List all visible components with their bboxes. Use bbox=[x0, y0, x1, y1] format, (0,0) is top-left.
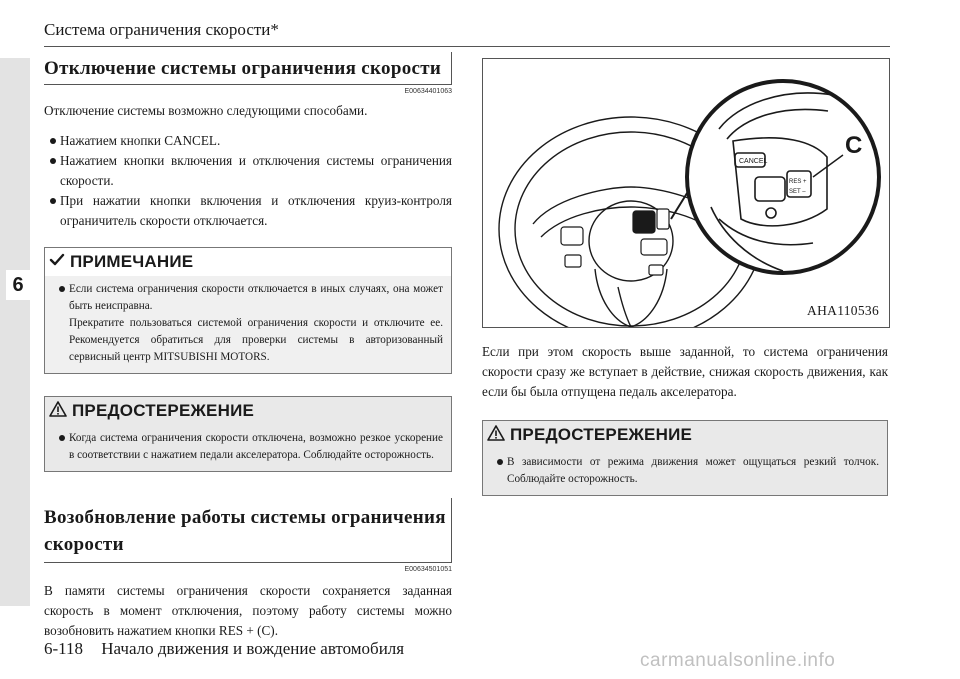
section-title-disable: Отключение системы ограничения скорости bbox=[44, 52, 452, 85]
disable-methods-list bbox=[44, 131, 452, 231]
section-code-disable: E00634401063 bbox=[404, 88, 452, 95]
intro-text: Отключение системы возможно следующими способами. bbox=[44, 103, 368, 118]
set-button-label: SET – bbox=[789, 189, 806, 195]
caution-header-left bbox=[45, 397, 451, 425]
watermark: carmanualsonline.info bbox=[640, 650, 836, 671]
list-item: При нажатии кнопки включения и отключения круиз-контроля ограничитель скорости отключается. bbox=[44, 191, 452, 231]
section-title-resume: Возобновление работы системы ограничения скорости bbox=[44, 498, 452, 563]
list-item: Нажатием кнопки CANCEL. bbox=[44, 131, 452, 151]
check-icon bbox=[49, 252, 65, 273]
header-divider bbox=[44, 46, 890, 47]
note-box bbox=[44, 247, 452, 374]
figure-code: AHA110536 bbox=[807, 303, 879, 318]
note-title: ПРИМЕЧАНИЕ bbox=[70, 252, 194, 271]
caution-box-right bbox=[482, 420, 888, 496]
caution-bullet-right: В зависимости от режима движения может ощущаться резкий толчок. Соблюдайте осторожность. bbox=[491, 454, 879, 488]
section-code-resume: E00634501051 bbox=[404, 566, 452, 573]
page-header-title: Система ограничения скорости* bbox=[44, 20, 279, 39]
resume-text: В памяти системы ограничения скорости сохраняется заданная скорость в момент отключения, поэтому работу системы можно возобновить нажатием кнопки RES + (C). bbox=[44, 583, 452, 638]
caution-title-right: ПРЕДОСТЕРЕЖЕНИЕ bbox=[510, 425, 693, 444]
footer-chapter-title: Начало движения и вождение автомобиля bbox=[101, 639, 405, 658]
caution-bullet-left: Когда система ограничения скорости отключена, возможно резкое ускорение в соответствии с нажатием педали акселератора. Соблюдайте осторожность. bbox=[53, 430, 443, 464]
chapter-tab: 6 bbox=[6, 270, 30, 300]
note-continuation: Прекратите пользоваться системой ограничения скорости и отключите ее. Рекомендуется обратиться для проверки системы в авторизованный сервисный центр MITSUBISHI MOTORS. bbox=[69, 317, 443, 363]
steering-wheel-figure bbox=[482, 58, 890, 328]
chapter-sidebar bbox=[0, 58, 30, 606]
list-item: Нажатием кнопки включения и отключения системы ограничения скорости. bbox=[44, 151, 452, 191]
left-column bbox=[44, 52, 452, 641]
cancel-button-label: CANCEL bbox=[739, 158, 768, 165]
note-body bbox=[45, 276, 451, 373]
caution-header-right bbox=[483, 421, 887, 449]
steering-wheel-illustration bbox=[483, 59, 889, 327]
page-footer bbox=[44, 639, 404, 659]
warning-triangle-icon bbox=[487, 425, 505, 446]
caution-body-left bbox=[45, 425, 451, 471]
caution-box-left bbox=[44, 396, 452, 472]
callout-c-label: C bbox=[845, 132, 863, 159]
note-header bbox=[45, 248, 451, 276]
right-column bbox=[482, 58, 888, 496]
caution-title-left: ПРЕДОСТЕРЕЖЕНИЕ bbox=[72, 401, 255, 420]
res-button-label: RES + bbox=[789, 179, 807, 185]
warning-triangle-icon bbox=[49, 401, 67, 422]
speed-text: Если при этом скорость выше заданной, то система ограничения скорости сразу же вступает в действие, снижая скорость движения, как если бы была отпущена педаль акселератора. bbox=[482, 344, 888, 399]
note-bullet: Если система ограничения скорости отключается в иных случаях, она может быть неисправна. bbox=[53, 281, 443, 315]
page-number: 6-118 bbox=[44, 639, 84, 658]
caution-body-right bbox=[483, 449, 887, 495]
